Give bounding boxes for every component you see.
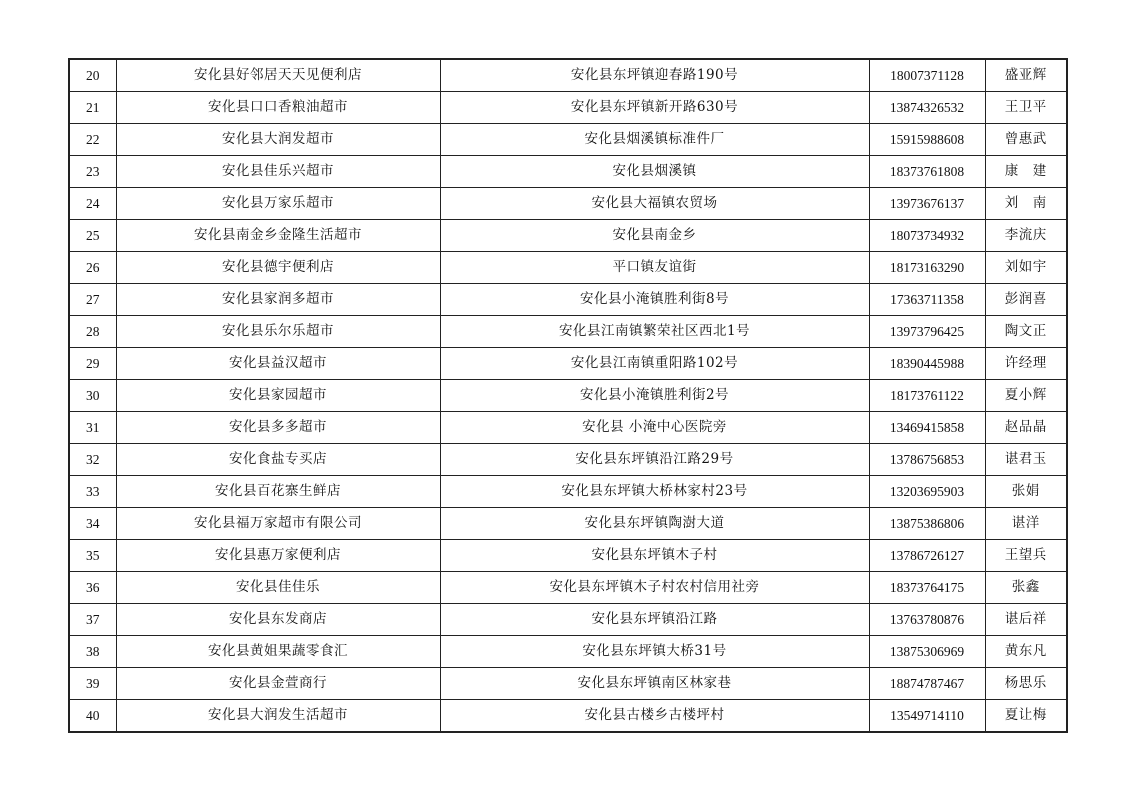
store-name-cell: 安化县佳佳乐: [116, 572, 440, 604]
contact-person-cell: 曾惠武: [985, 124, 1067, 156]
phone-cell: 13786756853: [869, 444, 985, 476]
table-row: [69, 508, 1067, 540]
row-number-cell: 21: [69, 92, 116, 124]
contact-person-cell: 谌洋: [985, 508, 1067, 540]
row-number-cell: 23: [69, 156, 116, 188]
row-number-cell: 37: [69, 604, 116, 636]
row-number-cell: 31: [69, 412, 116, 444]
phone-cell: 13973676137: [869, 188, 985, 220]
phone-cell: 13875386806: [869, 508, 985, 540]
contact-person-cell: 刘如宇: [985, 252, 1067, 284]
phone-cell: 13763780876: [869, 604, 985, 636]
contact-person-cell: 盛亚辉: [985, 59, 1067, 92]
table-body: [69, 59, 1067, 732]
contact-person-cell: 李流庆: [985, 220, 1067, 252]
row-number-cell: 30: [69, 380, 116, 412]
store-name-cell: 安化县家润多超市: [116, 284, 440, 316]
row-number-cell: 26: [69, 252, 116, 284]
store-address-cell: 安化县东坪镇木子村农村信用社旁: [440, 572, 869, 604]
store-address-cell: 安化县南金乡: [440, 220, 869, 252]
store-name-cell: 安化县黄姐果蔬零食汇: [116, 636, 440, 668]
table-row: [69, 156, 1067, 188]
store-address-cell: 安化县古楼乡古楼坪村: [440, 700, 869, 733]
row-number-cell: 27: [69, 284, 116, 316]
table-row: [69, 540, 1067, 572]
store-address-cell: 安化县江南镇繁荣社区西北1号: [440, 316, 869, 348]
contact-person-cell: 王卫平: [985, 92, 1067, 124]
contact-person-cell: 赵品晶: [985, 412, 1067, 444]
row-number-cell: 35: [69, 540, 116, 572]
phone-cell: 18373764175: [869, 572, 985, 604]
phone-cell: 13973796425: [869, 316, 985, 348]
store-address-cell: 安化县 小淹中心医院旁: [440, 412, 869, 444]
phone-cell: 13203695903: [869, 476, 985, 508]
store-address-cell: 安化县大福镇农贸场: [440, 188, 869, 220]
store-name-cell: 安化县金萱商行: [116, 668, 440, 700]
store-name-cell: 安化县大润发超市: [116, 124, 440, 156]
row-number-cell: 39: [69, 668, 116, 700]
contact-person-cell: 张娟: [985, 476, 1067, 508]
table-row: [69, 380, 1067, 412]
contact-person-cell: 王望兵: [985, 540, 1067, 572]
table-row: [69, 476, 1067, 508]
store-name-cell: 安化食盐专买店: [116, 444, 440, 476]
store-address-cell: 安化县小淹镇胜利街2号: [440, 380, 869, 412]
table-row: [69, 636, 1067, 668]
phone-cell: 18173163290: [869, 252, 985, 284]
contact-person-cell: 黄东凡: [985, 636, 1067, 668]
table-row: [69, 59, 1067, 92]
row-number-cell: 36: [69, 572, 116, 604]
table-row: [69, 444, 1067, 476]
store-address-cell: 平口镇友谊街: [440, 252, 869, 284]
store-name-cell: 安化县德宇便利店: [116, 252, 440, 284]
store-name-cell: 安化县南金乡金隆生活超市: [116, 220, 440, 252]
contact-person-cell: 陶文正: [985, 316, 1067, 348]
store-name-cell: 安化县佳乐兴超市: [116, 156, 440, 188]
store-name-cell: 安化县好邻居天天见便利店: [116, 59, 440, 92]
store-address-cell: 安化县东坪镇迎春路190号: [440, 59, 869, 92]
store-name-cell: 安化县多多超市: [116, 412, 440, 444]
row-number-cell: 20: [69, 59, 116, 92]
row-number-cell: 33: [69, 476, 116, 508]
store-address-cell: 安化县东坪镇南区林家巷: [440, 668, 869, 700]
contact-person-cell: 刘 南: [985, 188, 1067, 220]
store-name-cell: 安化县益汉超市: [116, 348, 440, 380]
row-number-cell: 22: [69, 124, 116, 156]
store-name-cell: 安化县惠万家便利店: [116, 540, 440, 572]
store-address-cell: 安化县江南镇重阳路102号: [440, 348, 869, 380]
table-row: [69, 284, 1067, 316]
store-address-cell: 安化县东坪镇大桥林家村23号: [440, 476, 869, 508]
table-row: [69, 252, 1067, 284]
phone-cell: 18073734932: [869, 220, 985, 252]
store-name-cell: 安化县福万家超市有限公司: [116, 508, 440, 540]
store-name-cell: 安化县家园超市: [116, 380, 440, 412]
row-number-cell: 32: [69, 444, 116, 476]
table-row: [69, 668, 1067, 700]
store-name-cell: 安化县百花寨生鲜店: [116, 476, 440, 508]
store-address-cell: 安化县东坪镇木子村: [440, 540, 869, 572]
store-name-cell: 安化县口口香粮油超市: [116, 92, 440, 124]
table-row: [69, 604, 1067, 636]
phone-cell: 13874326532: [869, 92, 985, 124]
table-row: [69, 700, 1067, 733]
contact-person-cell: 谌君玉: [985, 444, 1067, 476]
store-name-cell: 安化县乐尔乐超市: [116, 316, 440, 348]
contact-person-cell: 夏小辉: [985, 380, 1067, 412]
phone-cell: 18390445988: [869, 348, 985, 380]
row-number-cell: 38: [69, 636, 116, 668]
contact-person-cell: 张鑫: [985, 572, 1067, 604]
store-address-cell: 安化县东坪镇大桥31号: [440, 636, 869, 668]
contact-person-cell: 许经理: [985, 348, 1067, 380]
table-row: [69, 220, 1067, 252]
store-name-cell: 安化县万家乐超市: [116, 188, 440, 220]
table-row: [69, 348, 1067, 380]
contact-person-cell: 康 建: [985, 156, 1067, 188]
phone-cell: 15915988608: [869, 124, 985, 156]
phone-cell: 13549714110: [869, 700, 985, 733]
phone-cell: 18007371128: [869, 59, 985, 92]
table-row: [69, 316, 1067, 348]
store-name-cell: 安化县东发商店: [116, 604, 440, 636]
table-row: [69, 572, 1067, 604]
row-number-cell: 24: [69, 188, 116, 220]
contact-person-cell: 杨思乐: [985, 668, 1067, 700]
store-address-cell: 安化县东坪镇陶澍大道: [440, 508, 869, 540]
row-number-cell: 34: [69, 508, 116, 540]
phone-cell: 13469415858: [869, 412, 985, 444]
phone-cell: 18173761122: [869, 380, 985, 412]
store-address-cell: 安化县东坪镇沿江路29号: [440, 444, 869, 476]
contact-person-cell: 谌后祥: [985, 604, 1067, 636]
contact-person-cell: 彭润喜: [985, 284, 1067, 316]
store-address-cell: 安化县烟溪镇: [440, 156, 869, 188]
phone-cell: 18373761808: [869, 156, 985, 188]
table-row: [69, 412, 1067, 444]
table-row: [69, 124, 1067, 156]
store-address-cell: 安化县东坪镇沿江路: [440, 604, 869, 636]
row-number-cell: 25: [69, 220, 116, 252]
table-row: [69, 92, 1067, 124]
store-address-cell: 安化县烟溪镇标准件厂: [440, 124, 869, 156]
store-address-cell: 安化县东坪镇新开路630号: [440, 92, 869, 124]
row-number-cell: 40: [69, 700, 116, 733]
phone-cell: 13786726127: [869, 540, 985, 572]
store-table: [68, 58, 1068, 733]
row-number-cell: 28: [69, 316, 116, 348]
table-row: [69, 188, 1067, 220]
store-name-cell: 安化县大润发生活超市: [116, 700, 440, 733]
row-number-cell: 29: [69, 348, 116, 380]
contact-person-cell: 夏让梅: [985, 700, 1067, 733]
phone-cell: 18874787467: [869, 668, 985, 700]
phone-cell: 13875306969: [869, 636, 985, 668]
store-address-cell: 安化县小淹镇胜利街8号: [440, 284, 869, 316]
phone-cell: 17363711358: [869, 284, 985, 316]
